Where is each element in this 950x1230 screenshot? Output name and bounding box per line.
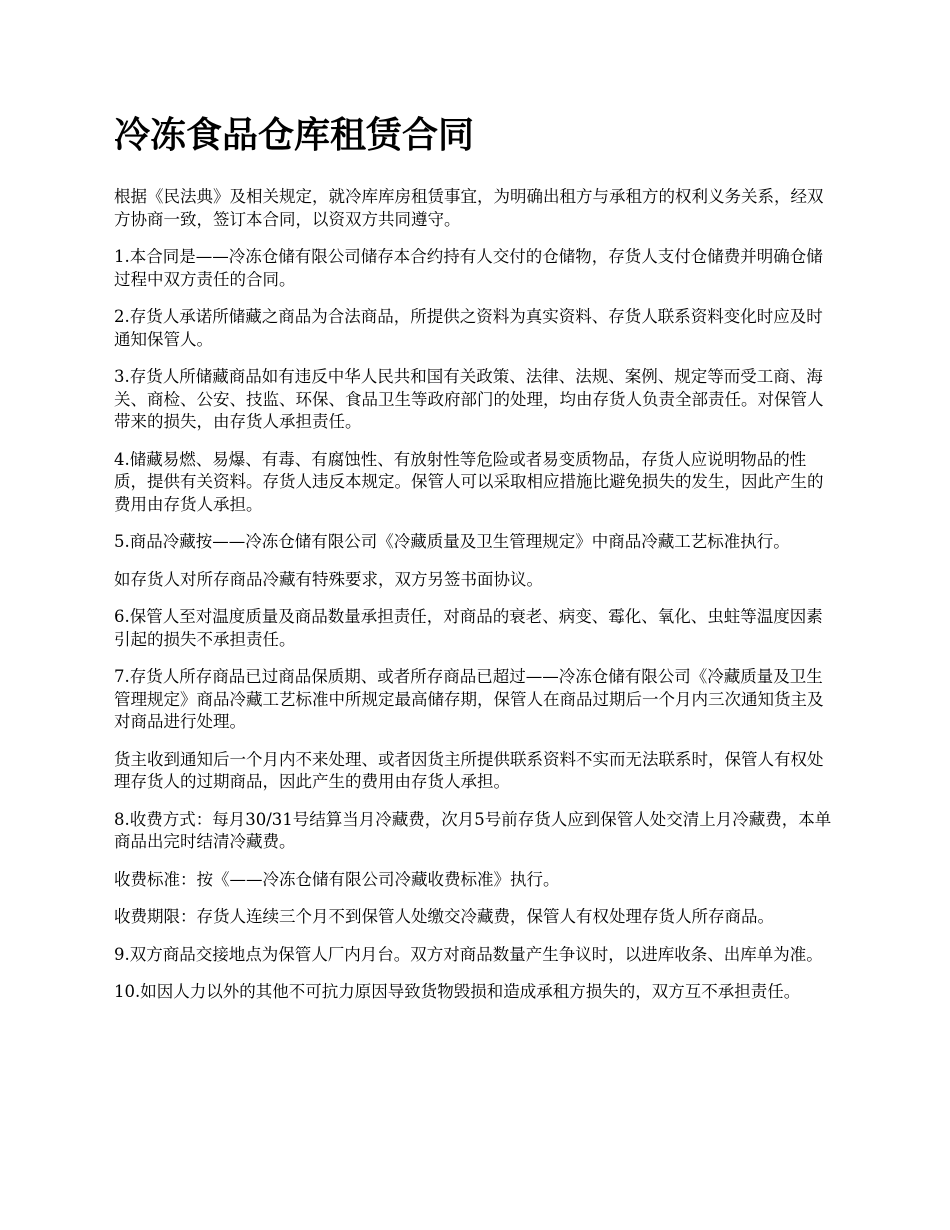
- paragraph-clause-5: 5.商品冷藏按——冷冻仓储有限公司《冷藏质量及卫生管理规定》中商品冷藏工艺标准执行。: [114, 532, 790, 551]
- paragraph-clause-7-note: 货主收到通知后一个月内不来处理、或者因货主所提供联系资料不实而无法联系时，保管人有权处理存货人的过期商品，因此产生的费用由存货人承担。: [114, 749, 824, 791]
- paragraph-clause-6: 6.保管人至对温度质量及商品数量承担责任，对商品的衰老、病变、霉化、氧化、虫蛀等温度因素引起的损失不承担责任。: [114, 607, 823, 649]
- paragraph-clause-9: 9.双方商品交接地点为保管人厂内月台。双方对商品数量产生争议时，以进库收条、出库单为准。: [114, 944, 823, 964]
- paragraph-clause-3: 3.存货人所储藏商品如有违反中华人民共和国有关政策、法律、法规、案例、规定等而受工商、海关、商检、公安、技监、环保、食品卫生等政府部门的处理，均由存货人负责全部责任。对保管人带来的损失，由存货人承担责任。: [114, 367, 824, 431]
- paragraph-fee-standard: 收费标准：按《——冷冻仓储有限公司冷藏收费标准》执行。: [114, 869, 560, 889]
- paragraph-clause-7: 7.存货人所存商品已过商品保质期、或者所存商品已超过——冷冻仓储有限公司《冷藏质量及卫生管理规定》商品冷藏工艺标准中所规定最高储存期，保管人在商品过期后一个月内三次通知货主及对商品进行处理。: [114, 667, 824, 731]
- paragraph-clause-1: 1.本合同是——冷冻仓储有限公司储存本合约持有人交付的仓储物，存货人支付仓储费并明确仓储过程中双方责任的合同。: [114, 247, 823, 289]
- paragraph-clause-2: 2.存货人承诺所储藏之商品为合法商品，所提供之资料为真实资料、存货人联系资料变化时应及时通知保管人。: [114, 307, 823, 349]
- paragraph-clause-8: 8.收费方式：每月30/31号结算当月冷藏费，次月5号前存货人应到保管人处交清上月冷藏费，本单商品出完时结清冷藏费。: [114, 809, 832, 851]
- paragraph-clause-10: 10.如因人力以外的其他不可抗力原因导致货物毁损和造成承租方损失的，双方互不承担责任。: [114, 982, 801, 1001]
- paragraph-fee-period: 收费期限：存货人连续三个月不到保管人处缴交冷藏费，保管人有权处理存货人所存商品。: [114, 907, 774, 926]
- paragraph-clause-5-note: 如存货人对所存商品冷藏有特殊要求，双方另签书面协议。: [114, 569, 543, 589]
- paragraph-preamble: 根据《民法典》及相关规定，就冷库库房租赁事宜，为明确出租方与承租方的权利义务关系，经双方协商一致，签订本合同，以资双方共同遵守。: [114, 187, 824, 229]
- document-title: 冷冻食品仓库租赁合同: [114, 114, 475, 156]
- paragraph-clause-4: 4.储藏易燃、易爆、有毒、有腐蚀性、有放射性等危险或者易变质物品，存货人应说明物品的性质，提供有关资料。存货人违反本规定。保管人可以采取相应措施比避免损失的发生，因此产生的费用由存货人承担。: [114, 449, 824, 514]
